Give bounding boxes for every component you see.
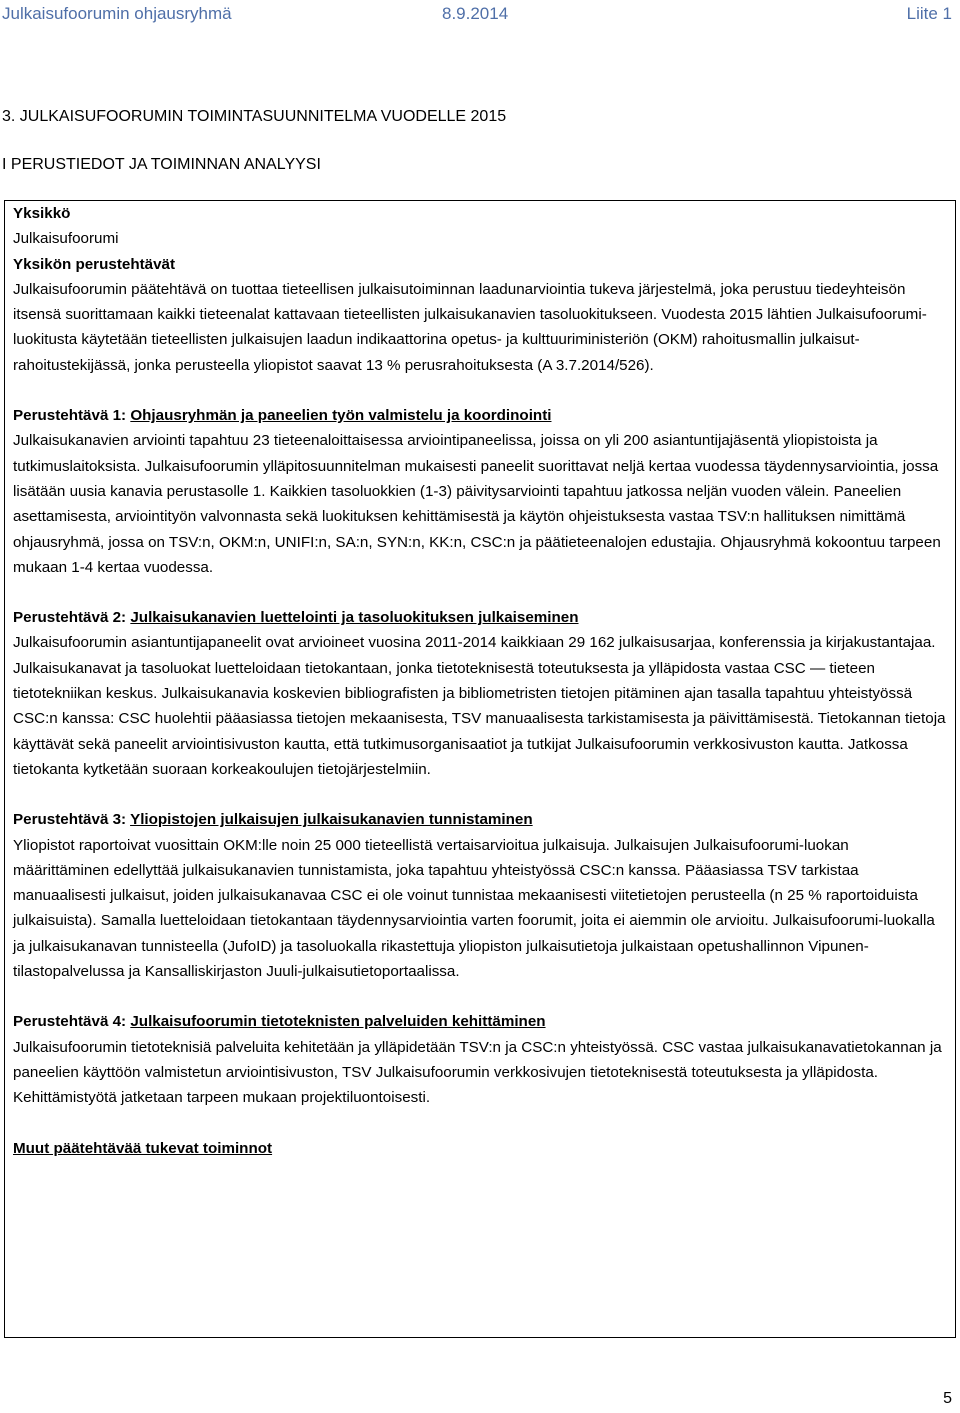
unit-label: Yksikkö <box>13 205 71 222</box>
task-2-prefix: Perustehtävä 2: <box>13 609 131 627</box>
final-heading: Muut päätehtävää tukevat toiminnot <box>13 1139 273 1157</box>
task-4-text: Julkaisufoorumin tietoteknisiä palveluita kehitetään ja ylläpidetään TSV:n ja CSC:n yhteistyössä. CSC vastaa julkaisukanavatietokannan ja paneelien käyttöön valmistetun arviointisivuston, TSV Julkaisufoorumin verkkosivujen tietoteknisestä toteutuksesta ja ylläpidosta. Kehittämistyötä jatketaan tarpeen mukaan projektiluontoisesti. <box>13 1038 942 1107</box>
content-box <box>4 200 956 1338</box>
header-date: 8.9.2014 <box>442 4 509 23</box>
task-1-title: Ohjausryhmän ja paneelien työn valmistelu ja koordinointi <box>130 407 552 425</box>
header-attachment: Liite 1 <box>906 4 952 23</box>
document-title: 3. JULKAISUFOORUMIN TOIMINTASUUNNITELMA VUODELLE 2015 <box>2 108 507 125</box>
page-header <box>0 0 960 26</box>
task-3-text: Yliopistot raportoivat vuosittain OKM:lle noin 25 000 tieteellistä vertaisarvioitua julkaisuja. Julkaisujen Julkaisufoorumi-luokan määrittäminen edellyttää julkaisukanavien tunnistamista, joka tapahtuu yhteistyössä CSC:n kanssa. Pääasiassa TSV tarkistaa manuaalisesti julkaisut, joiden julkaisukanavaa CSC ei ole voinut tunnistaa mekaanisesti viitetietojen perusteella (n 25 % raportoiduista julkaisuista). Samalla luetteloidaan tietokantaan täydennysarviointia varten foorumit, joita ei aiemmin ole arvioitu. Julkaisufoorumi-luokalla ja julkaisukanavan tunnisteella (JufoID) ja tasoluokalla rikastettuja yliopiston julkaisutietoja julkaistaan opetushallinnon Vipunen-tilastopalvelussa ja Kansalliskirjaston Juuli-julkaisutietoportaalissa. <box>13 836 935 981</box>
task-4-heading <box>13 1009 947 1034</box>
task-1-text: Julkaisukanavien arviointi tapahtuu 23 tieteenaloittaisessa arviointipaneelissa, joissa on yli 200 asiantuntijajäsentä yliopistoista ja tutkimuslaitoksista. Julkaisufoorumin ylläpitosuunnitelman mukaisesti paneelit suorittavat neljä kertaa vuodessa täydennysarviointia, jossa lisätään uusia kanavia perustasolle 1. Kaikkien tasoluokkien (1-3) päivitysarviointi tapahtuu jatkossa neljän vuoden välein. Paneelien asettamisesta, arviointityön valvonnasta sekä luokituksen kehittämisestä ja käytön ohjeistuksesta vastaa TSV:n hallituksen nimittämä ohjausryhmä, jossa on TSV:n, OKM:n, UNIFI:n, SA:n, SYN:n, KK:n, CSC:n ja päätieteenalojen edustajia. Ohjausryhmä kokoontuu tarpeen mukaan 1-4 kertaa vuodessa. <box>13 432 941 576</box>
task-2-heading <box>13 605 947 630</box>
task-2-title: Julkaisukanavien luettelointi ja tasoluokituksen julkaiseminen <box>130 609 579 627</box>
task-4-title: Julkaisufoorumin tietoteknisten palveluiden kehittäminen <box>130 1013 546 1031</box>
duties-label: Yksikön perustehtävät <box>13 255 176 273</box>
task-4-prefix: Perustehtävä 4: <box>13 1013 131 1031</box>
task-3-heading <box>13 807 947 832</box>
header-organization: Julkaisufoorumin ohjausryhmä <box>2 4 232 23</box>
page-number: 5 <box>943 1390 952 1407</box>
duties-text: Julkaisufoorumin päätehtävä on tuottaa tieteellisen julkaisutoiminnan laadunarviointia tukeva järjestelmä, joka perustuu tiedeyhteisön itsensä suorittamaan kaikki tieteenalat kattavaan tieteellisten julkaisukanavien tasoluokitukseen. Vuodesta 2015 lähtien Julkaisufoorumi-luokitusta käytetään tieteellisten julkaisujen laadun indikaattorina opetus- ja kulttuuriministeriön (OKM) rahoitusmallin julkaisut- rahoitustekijässä, jonka perusteella yliopistot saavat 13 % perusrahoituksesta (A 3.7.2014/526). <box>13 280 927 374</box>
task-2-text: Julkaisufoorumin asiantuntijapaneelit ovat arvioineet vuosina 2011-2014 kaikkiaan 29 162 julkaisusarjaa, konferenssia ja kirjakustantajaa. Julkaisukanavat ja tasoluokat luetteloidaan tietokantaan, jonka tietoteknisestä toteutuksesta ja ylläpidosta vastaa CSC — tieteen tietotekniikan keskus. Julkaisukanavia koskevien bibliografisten ja bibliometristen tietojen pitäminen ajan tasalla tapahtuu yhteistyössä CSC:n kanssa: CSC huolehtii pääasiassa tietojen mekaanisesta, TSV manuaalisesta tarkistamisesta ja päivittämisestä. Tietokannan tietoja käyttävät sekä paneelit arviointisivuston kautta, että tutkimusorganisaatiot ja tutkijat Julkaisufoorumin verkkosivuston kautta. Jatkossa tietokanta kytketään suoraan korkeakoulujen tietojärjestelmiin. <box>13 634 946 778</box>
task-1-heading <box>13 403 947 428</box>
task-3-title: Yliopistojen julkaisujen julkaisukanavien tunnistaminen <box>130 811 533 829</box>
task-1-prefix: Perustehtävä 1: <box>13 407 131 425</box>
unit-value: Julkaisufoorumi <box>13 230 119 248</box>
task-3-prefix: Perustehtävä 3: <box>13 811 131 829</box>
section-title: I PERUSTIEDOT JA TOIMINNAN ANALYYSI <box>2 156 321 173</box>
